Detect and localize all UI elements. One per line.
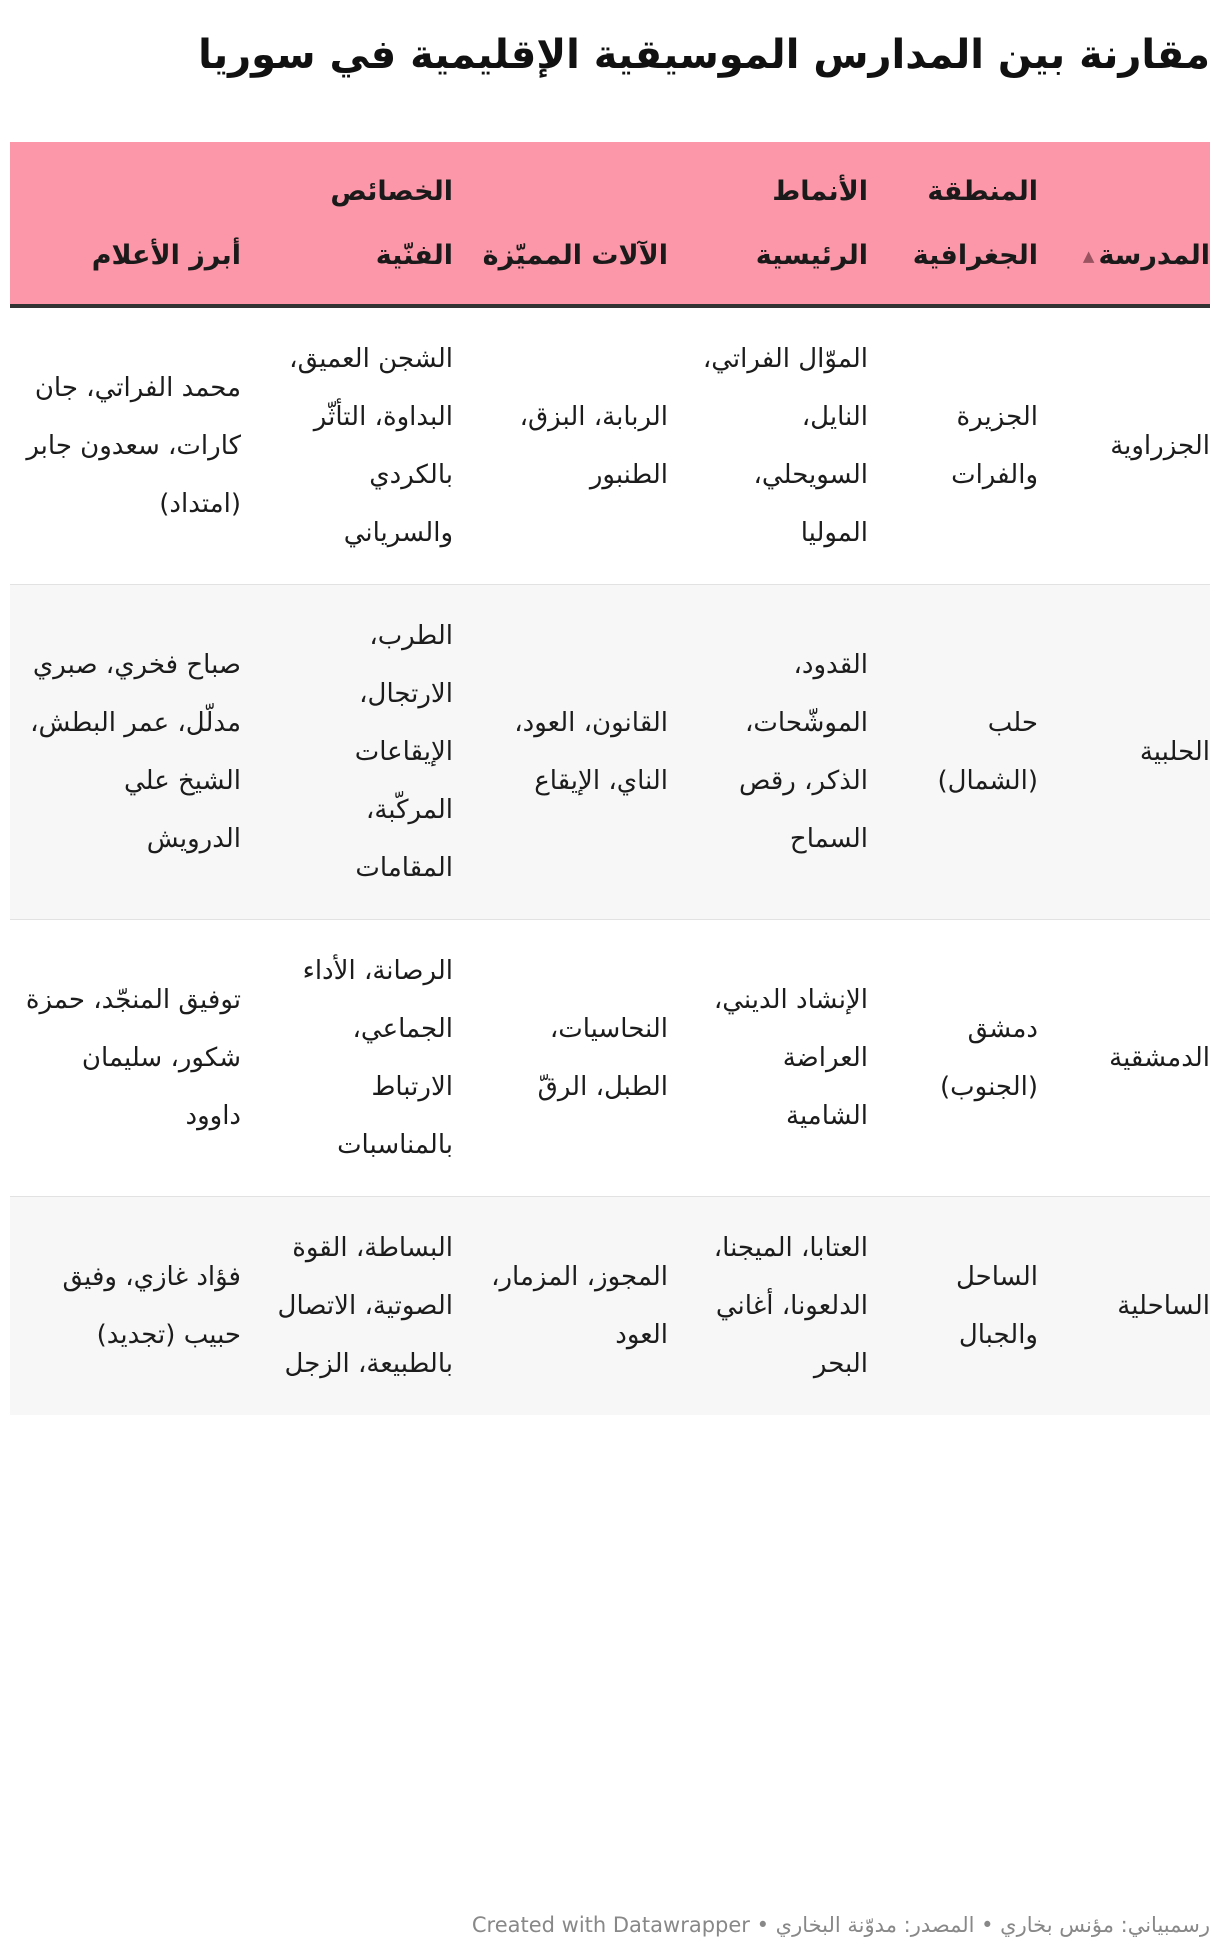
footer-credits: رسمبياني: مؤنس بخاري • المصدر: مدوّنة البخاري • Created with Datawrapper [471, 1913, 1210, 1937]
cell-figures: فؤاد غازي، وفيق حبيب (تجديد) [10, 1197, 255, 1416]
cell-figures: توفيق المنجّد، حمزة شكور، سليمان داوود [10, 920, 255, 1197]
cell-features: الشجن العميق، البداوة، التأثّر بالكردي والسرياني [255, 306, 467, 585]
cell-region: دمشق (الجنوب) [882, 920, 1052, 1197]
header-features-label: الخصائص الفنّية [330, 176, 453, 271]
comparison-table [10, 142, 1210, 1415]
cell-styles: العتابا، الميجنا، الدلعونا، أغاني البحر [682, 1197, 882, 1416]
cell-features: الطرب، الارتجال، الإيقاعات المركّبة، المقامات [255, 585, 467, 920]
cell-school: الساحلية [1052, 1197, 1210, 1416]
header-styles-label: الأنماط الرئيسية [755, 176, 868, 271]
table-row [10, 1197, 1210, 1416]
cell-region: الجزيرة والفرات [882, 306, 1052, 585]
header-styles[interactable] [682, 142, 882, 306]
header-row [10, 142, 1210, 306]
cell-instruments: القانون، العود، الناي، الإيقاع [467, 585, 682, 920]
cell-styles: الموّال الفراتي، النايل، السويحلي، الموليا [682, 306, 882, 585]
header-region[interactable] [882, 142, 1052, 306]
table-row [10, 306, 1210, 585]
cell-school: الجزراوية [1052, 306, 1210, 585]
cell-figures: صباح فخري، صبري مدلّل، عمر البطش، الشيخ علي الدرويش [10, 585, 255, 920]
header-school-label: المدرسة [1098, 240, 1210, 271]
header-instruments[interactable] [467, 142, 682, 306]
table-header [10, 142, 1210, 306]
header-features[interactable] [255, 142, 467, 306]
table-row [10, 920, 1210, 1197]
page-title: مقارنة بين المدارس الموسيقية الإقليمية في سوريا [198, 32, 1210, 78]
cell-region: حلب (الشمال) [882, 585, 1052, 920]
table-row [10, 585, 1210, 920]
cell-instruments: المجوز، المزمار، العود [467, 1197, 682, 1416]
cell-features: الرصانة، الأداء الجماعي، الارتباط بالمناسبات [255, 920, 467, 1197]
cell-region: الساحل والجبال [882, 1197, 1052, 1416]
cell-styles: الإنشاد الديني، العراضة الشامية [682, 920, 882, 1197]
cell-styles: القدود، الموشّحات، الذكر، رقص السماح [682, 585, 882, 920]
cell-school: الدمشقية [1052, 920, 1210, 1197]
table-body [10, 306, 1210, 1415]
header-figures[interactable] [10, 142, 255, 306]
cell-features: البساطة، القوة الصوتية، الاتصال بالطبيعة، الزجل [255, 1197, 467, 1416]
cell-school: الحلبية [1052, 585, 1210, 920]
cell-figures: محمد الفراتي، جان كارات، سعدون جابر (امتداد) [10, 306, 255, 585]
header-school[interactable] [1052, 142, 1210, 306]
header-figures-label: أبرز الأعلام [91, 240, 241, 271]
header-instruments-label: الآلات المميّزة [482, 240, 668, 271]
header-region-label: المنطقة الجغرافية [912, 176, 1038, 271]
cell-instruments: النحاسيات، الطبل، الرقّ [467, 920, 682, 1197]
cell-instruments: الربابة، البزق، الطنبور [467, 306, 682, 585]
sort-ascending-icon[interactable]: ▲ [1082, 247, 1095, 265]
